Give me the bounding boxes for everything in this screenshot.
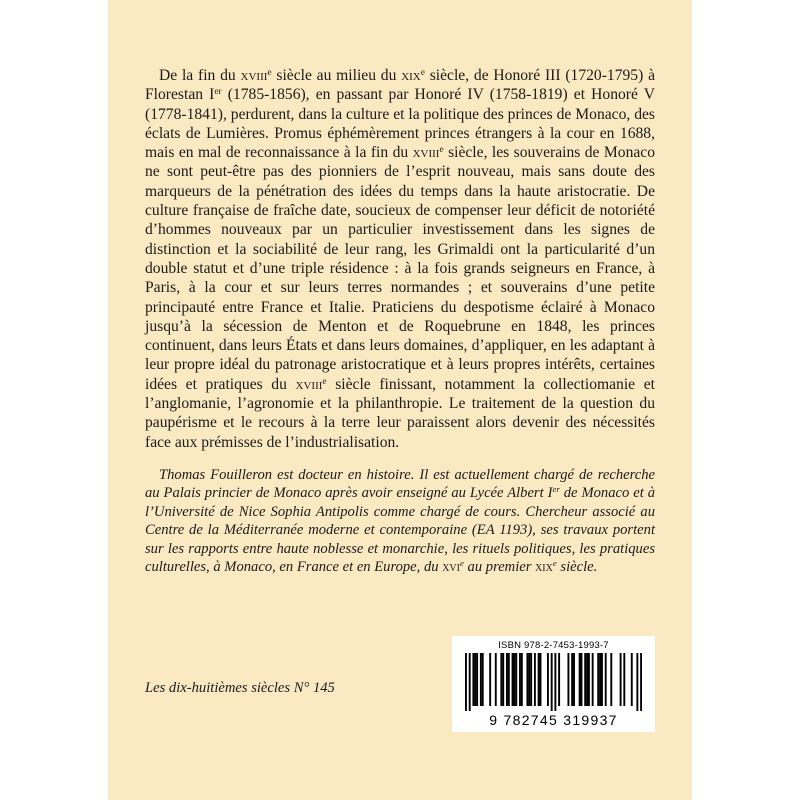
barcode-bar <box>465 653 467 711</box>
barcode-bar <box>526 653 528 706</box>
barcode-bars <box>465 653 642 711</box>
barcode-bar <box>500 653 502 706</box>
barcode-bar <box>636 653 638 711</box>
barcode-bar <box>482 653 484 706</box>
barcode-bar <box>469 653 471 711</box>
barcode-bar <box>480 653 482 706</box>
barcode-bar <box>547 653 549 706</box>
barcode-bar <box>554 653 556 711</box>
barcode-bar <box>474 653 476 706</box>
barcode-bar <box>538 653 540 706</box>
barcode-bar <box>540 653 542 706</box>
barcode-bar <box>588 653 590 706</box>
barcode-bar <box>513 653 515 706</box>
barcode-bar <box>558 653 560 706</box>
barcode-bar <box>592 653 594 706</box>
barcode-bar <box>534 653 536 706</box>
barcode-bar <box>620 653 622 706</box>
barcode-bar <box>605 653 607 706</box>
barcode-bar <box>586 653 588 706</box>
barcode-bar <box>530 653 532 706</box>
barcode-bar <box>597 653 599 706</box>
barcode-bar <box>584 653 586 706</box>
barcode-bar <box>472 653 474 706</box>
isbn-label: ISBN 978-2-7453-1993-7 <box>498 640 609 651</box>
barcode-bar <box>599 653 601 706</box>
barcode-bar <box>631 653 633 706</box>
barcode-bar <box>506 653 508 706</box>
barcode-bar <box>515 653 517 706</box>
barcode-bar <box>521 653 523 706</box>
barcode-bar <box>551 653 553 711</box>
barcode-bar <box>489 653 491 706</box>
barcode-bar <box>623 653 625 706</box>
barcode-bar <box>528 653 530 706</box>
barcode-bar <box>579 653 581 706</box>
barcode-bar <box>573 653 575 706</box>
barcode-bar <box>512 653 514 706</box>
barcode-bar <box>567 653 569 706</box>
barcode-bar <box>519 653 521 706</box>
author-bio: Thomas Fouilleron est docteur en histoire. Il est actuellement chargé de recherche au Palais princier de Monaco après avoir enseigné au Lycée Albert Ier de Monaco et à l’Université de Nice Sophia Antipolis comme chargé de cours. Chercheur associé au Centre de la Méditerranée moderne et contemporaine (EA 1193), ses travaux portent sur les rapports entre haute noblesse et monarchie, les rituels politiques, les pratiques culturelles, à Monaco, en France et en Europe, du xvi$^e$ au premier xix$^e$ siècle. <box>145 467 655 576</box>
barcode-bar <box>640 653 642 711</box>
barcode-bar <box>581 653 583 706</box>
barcode-bar <box>571 653 573 706</box>
isbn-barcode <box>452 636 655 732</box>
barcode-bar <box>508 653 510 706</box>
barcode-bar <box>610 653 612 706</box>
series-title: Les dix-huitièmes siècles N° 145 <box>145 680 335 696</box>
summary-paragraph: De la fin du xviii$^e$ siècle au milieu du xix$^e$ siècle, de Honoré III (1720-1795) à Florestan Ier (1785-1856), en passant par Honoré IV (1758-1819) et Honoré V (1778-1841), perdurent, dans la culture et la politique des princes de Monaco, des éclats de Lumières. Promus éphémèrement princes étrangers à la cour en 1688, mais en mal de reconnaissance à la fin du xviii$^e$ siècle, les souverains de Monaco ne sont peut-être pas des pionniers de l’esprit nouveau, mais sans doute des marqueurs de la pénétration des idées du temps dans la haute aristocratie. De culture française de fraîche date, soucieux de compenser leur déficit de notoriété d’hommes nouveaux par un particulier investissement dans les signes de distinction et la sociabilité de leur rang, les Grimaldi ont la particularité d’un double statut et d’une triple résidence : à la fois grands seigneurs en France, à Paris, à la cour et sur leurs terres normandes ; et souverains d’une petite principauté entre France et Italie. Praticiens du despotisme éclairé à Monaco jusqu’à la sécession de Menton et de Roquebrune en 1848, les princes continuent, dans leurs États et dans leurs domaines, d’appliquer, en les adaptant à leur propre idéal du patronage aristocratique et à leurs propres intérêts, certaines idées et pratiques du xviii$^e$ siècle finissant, notamment la collectiomanie et l’anglomanie, l’agronomie et la philanthropie. Le traitement de la question du paupérisme et le recours à la terre leur paraissent alors devenir des nécessités face aux prémisses de l’industrialisation. <box>145 67 656 451</box>
barcode-digits: 9 782745 319937 <box>489 712 618 728</box>
barcode-bar <box>495 653 497 706</box>
barcode-bar <box>476 653 478 706</box>
barcode-bar <box>601 653 603 706</box>
barcode-bar <box>502 653 504 706</box>
